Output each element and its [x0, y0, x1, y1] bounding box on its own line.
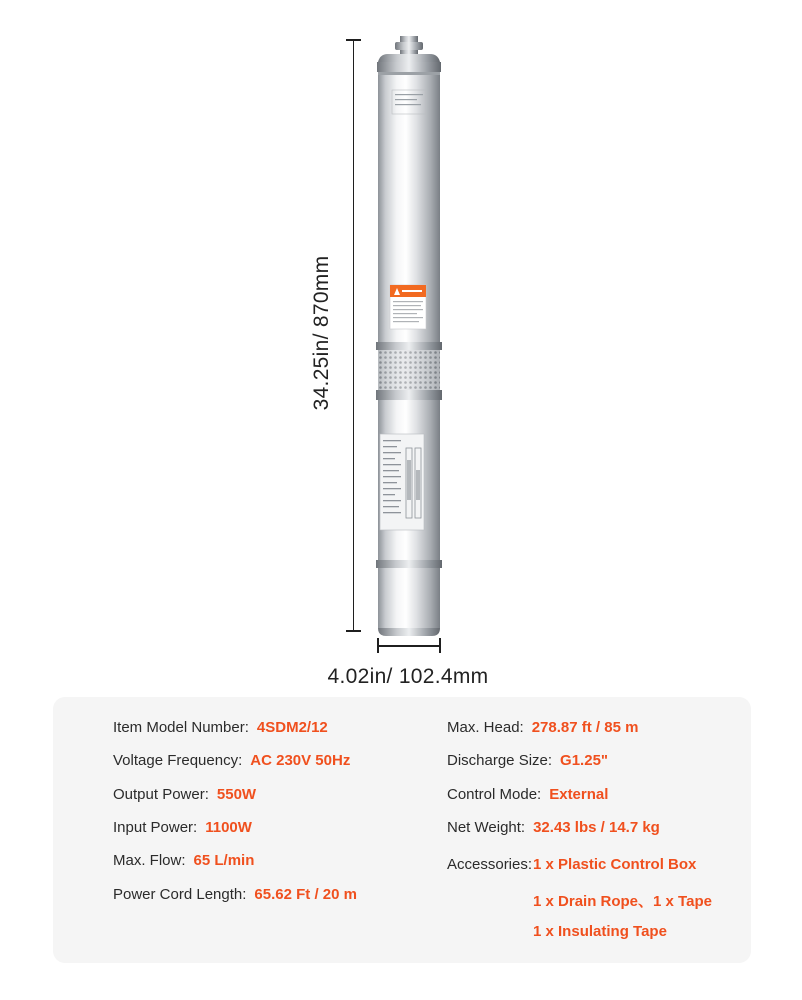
spec-value: External: [549, 786, 609, 803]
height-dimension-line: [353, 40, 354, 631]
spec-value: 65 L/min: [193, 852, 255, 869]
height-dimension-label: 34.25in/ 870mm: [310, 255, 333, 411]
spec-max-head: [447, 719, 638, 736]
height-dimension-bottom-cap: [346, 630, 361, 632]
spec-value: G1.25": [560, 752, 609, 769]
spec-value: 32.43 lbs / 14.7 kg: [533, 819, 660, 836]
width-dimension-right-cap: [439, 638, 441, 653]
spec-max-flow: [113, 852, 254, 869]
spec-power-cord-length: [113, 886, 357, 903]
width-dimension-left-cap: [377, 638, 379, 653]
spec-accessories: [447, 856, 532, 873]
accessory-item: 1 x Insulating Tape: [533, 923, 667, 940]
spec-label: Voltage Frequency:: [113, 752, 243, 769]
submersible-pump-image: [368, 30, 450, 640]
spec-value: 65.62 Ft / 20 m: [254, 886, 357, 903]
spec-label: Output Power:: [113, 786, 209, 803]
accessory-item: 1 x Drain Rope、1 x Tape: [533, 893, 712, 910]
specifications-panel: [53, 697, 751, 963]
spec-control-mode: [447, 786, 608, 803]
spec-value: AC 230V 50Hz: [250, 752, 351, 769]
spec-net-weight: [447, 819, 660, 836]
spec-item-model-number: [113, 719, 328, 736]
spec-discharge-size: [447, 752, 608, 769]
height-dimension-top-cap: [346, 39, 361, 41]
spec-label: Max. Head:: [447, 719, 524, 736]
spec-voltage-frequency: [113, 752, 350, 769]
spec-value: 4SDM2/12: [256, 719, 328, 736]
spec-label: Net Weight:: [447, 819, 526, 836]
spec-label: Power Cord Length:: [113, 886, 247, 903]
width-dimension-line: [378, 645, 440, 647]
spec-output-power: [113, 786, 256, 803]
spec-value: 278.87 ft / 85 m: [531, 719, 639, 736]
spec-label: Max. Flow:: [113, 852, 186, 869]
spec-label: Item Model Number:: [113, 719, 249, 736]
spec-label: Input Power:: [113, 819, 198, 836]
accessory-item: 1 x Plastic Control Box: [533, 856, 697, 873]
spec-value: 550W: [216, 786, 257, 803]
spec-input-power: [113, 819, 252, 836]
spec-value: 1100W: [205, 819, 252, 836]
spec-label: Control Mode:: [447, 786, 542, 803]
spec-label: Accessories:: [447, 856, 533, 873]
spec-label: Discharge Size:: [447, 752, 553, 769]
width-dimension-label: 4.02in/ 102.4mm: [327, 665, 489, 688]
